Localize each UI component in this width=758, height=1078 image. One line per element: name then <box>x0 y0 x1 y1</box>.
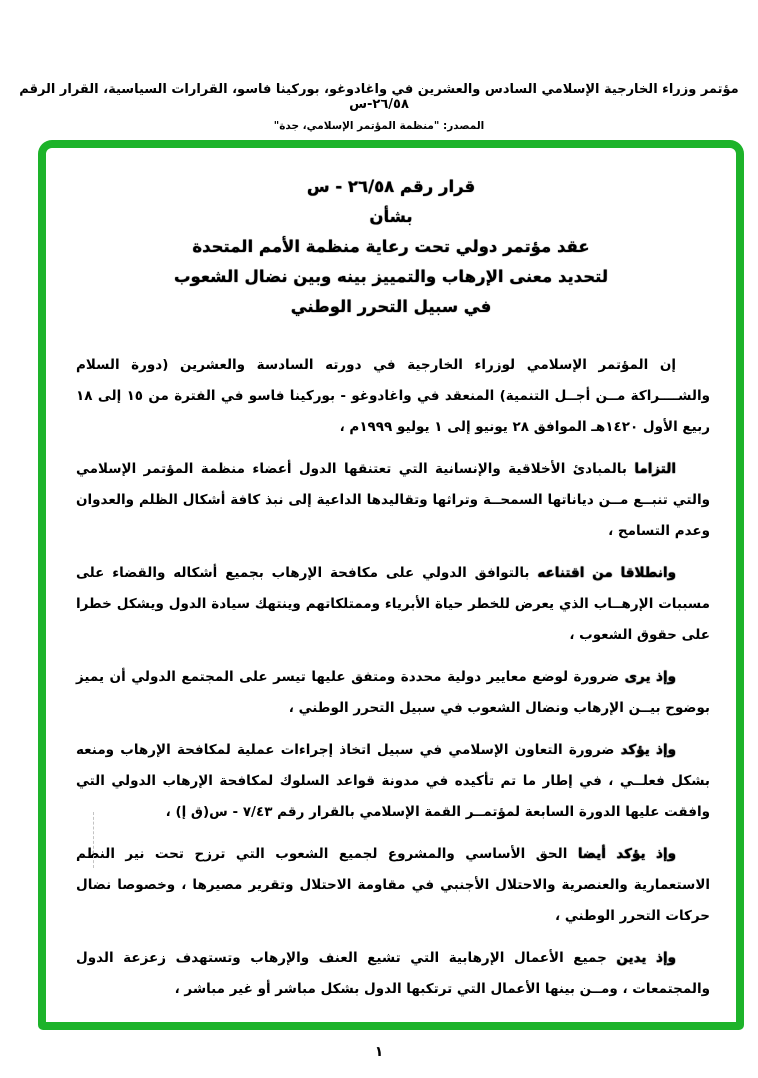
paragraph-lead <box>606 1023 676 1030</box>
paragraph <box>76 558 710 651</box>
header-citation-line: مؤتمر وزراء الخارجية الإسلامي السادس والعشرين في واغادوغو، بوركينا فاسو، القرارات السياسية، القرار الرقم ٢٦/٥٨-س <box>19 82 739 112</box>
page-header <box>0 82 758 132</box>
paragraph <box>76 350 710 443</box>
title-line: لتحديد معنى الإرهاب والتمييز بينه وبين نضال الشعوب <box>173 267 609 286</box>
paragraph-lead: وإذ يدين <box>616 950 677 966</box>
paragraph-text <box>76 1023 710 1030</box>
paragraph-text: بالتوافق الدولي على مكافحة الإرهاب بجميع أشكاله والقضاء على مسببات الإرهــاب الذي يعرض للخطر حياة الأبرياء وممتلكاتهم وينتهك سيادة الدول ويشكل خطرا على حقوق الشعوب ، <box>76 565 710 643</box>
paragraph-text: ضرورة لوضع معايير دولية محددة ومتفق عليها تيسر على المجتمع الدولي أن يميز بوضوح بيــن الإرهاب ونضال الشعوب في سبيل التحرر الوطني ، <box>76 669 710 716</box>
paragraph-text: بالمبادئ الأخلاقية والإنسانية التي تعتنقها الدول أعضاء منظمة المؤتمر الإسلامي والتي تنبــع مــن دياناتها السمحــة وتراثها وتقاليدها الداعية إلى نبذ كافة أشكال الظلم والعدوان وعدم التسامح ، <box>76 461 710 539</box>
paragraph <box>76 1016 710 1030</box>
paragraph-text: ضرورة التعاون الإسلامي في سبيل اتخاذ إجراءات عملية لمكافحة الإرهاب ومنعه بشكل فعلــي ، في إطار ما تم تأكيده في مدونة قواعد السلوك لمكافحة الإرهاب الدولي التي وافقت عليها الدورة السابعة لمؤتمــر القمة الإسلامي بالقرار رقم ٧/٤٣ - س(ق إ) ، <box>76 742 710 820</box>
paragraph-lead: التزاما <box>634 461 676 477</box>
title-line: عقد مؤتمر دولي تحت رعاية منظمة الأمم المتحدة <box>192 237 590 256</box>
title-line: قرار رقم ٢٦/٥٨ - س <box>306 177 476 196</box>
paragraph-lead: وإذ يرى <box>624 669 676 685</box>
paragraph-lead: وإذ يؤكد أيضا <box>577 846 676 862</box>
paragraph-lead: وانطلاقا من اقتناعه <box>537 565 676 581</box>
paragraph-text: الحق الأساسي والمشروع لجميع الشعوب التي ترزح تحت نير النظم الاستعمارية والعنصرية والاحتلال الأجنبي في مقاومة الاحتلال وتقرير مصيرها ، وخصوصا نضال حركات التحرر الوطني ، <box>76 846 710 924</box>
paragraph <box>76 839 710 932</box>
paragraph <box>76 454 710 547</box>
paragraph-text: إن المؤتمر الإسلامي لوزراء الخارجية في دورته السادسة والعشرين (دورة السلام والشــــراكة مــن أجــل التنمية) المنعقد في واغادوغو - بوركينا فاسو في الفترة من ١٥ إلى ١٨ ربيع الأول ١٤٢٠هـ الموافق ٢٨ يونيو إلى ١ يوليو ١٩٩٩م ، <box>76 357 711 435</box>
scan-artifact-line <box>93 812 94 868</box>
page-number: ١ <box>374 1044 384 1060</box>
document-paragraphs <box>46 350 736 1030</box>
paragraph <box>76 943 710 1005</box>
resolution-frame <box>38 140 744 1030</box>
paragraph <box>76 662 710 724</box>
paragraph-lead: وإذ يؤكد <box>620 742 676 758</box>
paragraph-text: جميع الأعمال الإرهابية التي تشيع العنف والإرهاب وتستهدف زعزعة الدول والمجتمعات ، ومــن بينها الأعمال التي ترتكبها الدول بشكل مباشر أو غير مباشر ، <box>76 950 710 997</box>
header-source-line: المصدر: "منظمة المؤتمر الإسلامي، جدة" <box>273 120 485 132</box>
title-line: بشأن <box>369 207 413 226</box>
document-title <box>46 172 736 322</box>
title-line: في سبيل التحرر الوطني <box>290 297 492 316</box>
paragraph <box>76 735 710 828</box>
